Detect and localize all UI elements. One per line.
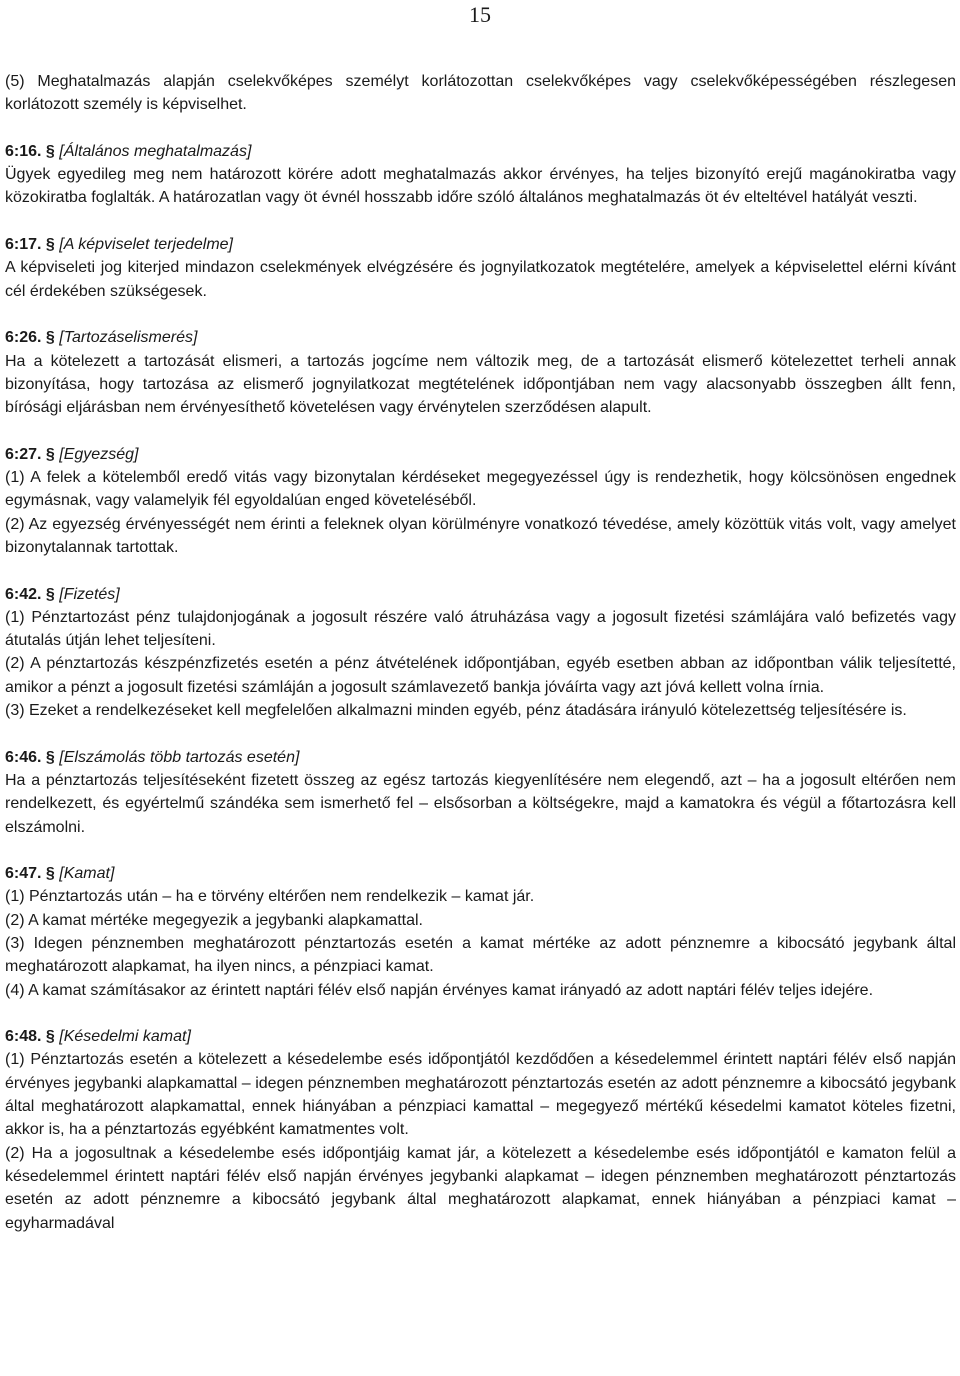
- section-mark: §: [45, 329, 55, 347]
- paragraph: (3) Idegen pénznemben meghatározott pénztartozás esetén a kamat mértéke az adott pénznemre a kibocsátó jegybank által meghatározott alapkamat, ha ilyen nincs, a pénzpiaci kamat.: [5, 934, 956, 976]
- section-mark: §: [45, 865, 55, 883]
- section-number: 6:27.: [5, 445, 42, 463]
- paragraph: (1) Pénztartozás esetén a kötelezett a késedelembe esés időpontjától kezdődően a késedelemmel érintett naptári félév első napján érvényes jegybanki alapkamattal – idegen pénznemben meghatározott pénztartozás esetén az adott pénznemre a kibocsátó jegybank által meghatározott alapkamattal, ennek hiányában a pénzpiaci kamattal – megegyező mértékű késedelmi kamatot köteles fizetni, akkor is, ha a pénztartozás egyébként kamatmentes volt.: [5, 1051, 956, 1139]
- section-title: [Tartozáselismerés]: [59, 329, 198, 347]
- section-mark: §: [45, 1028, 55, 1046]
- section-mark: §: [45, 445, 55, 463]
- paragraph: (5) Meghatalmazás alapján cselekvőképes személyt korlátozottan cselekvőképes vagy cselekvőképességében részlegesen korlátozott személy is képviselhet.: [5, 73, 956, 114]
- paragraph: (1) A felek a kötelemből eredő vitás vagy bizonytalan kérdéseket megegyezéssel úgy is rendezhetik, hogy kölcsönösen engednek egymásnak, vagy valamelyik fél egyoldalúan enged követeléséből.: [5, 469, 956, 510]
- section-heading: [5, 326, 956, 349]
- section-heading: [5, 140, 956, 163]
- section-title: [Fizetés]: [59, 585, 120, 603]
- section-number: 6:26.: [5, 329, 42, 347]
- section-number: 6:42.: [5, 585, 42, 603]
- section-heading: [5, 746, 956, 769]
- section-heading: [5, 583, 956, 606]
- section-heading: [5, 233, 956, 256]
- paragraph: (1) Pénztartozás után – ha e törvény eltérően nem rendelkezik – kamat jár.: [5, 888, 535, 906]
- page-number: 15: [469, 2, 491, 27]
- section-number: 6:46.: [5, 748, 42, 766]
- paragraph: (2) Ha a jogosultnak a késedelembe esés időpontjáig kamat jár, a kötelezett a késedelembe esés időpontjától e kamaton felül a késedelemmel érintett naptári félév első napján érvényes jegybanki alapkamat – idegen pénznemben meghatározott pénztartozás esetén az adott pénznemre a kibocsátó jegybank által meghatározott alapkamat, ennek hiányában a pénzpiaci kamat – egyharmadával: [5, 1144, 956, 1232]
- section: [5, 746, 956, 839]
- section-mark: §: [45, 748, 55, 766]
- section: [5, 443, 956, 559]
- section-mark: §: [45, 142, 55, 160]
- section: [5, 862, 956, 1002]
- section-number: 6:48.: [5, 1028, 42, 1046]
- section-heading: [5, 443, 956, 466]
- paragraph: A képviseleti jog kiterjed mindazon cselekmények elvégzésére és jognyilatkozatok megtételére, amelyek a képviselettel elérni kívánt cél érdekében szükségesek.: [5, 259, 956, 300]
- paragraph: (2) Az egyezség érvényességét nem érinti a feleknek olyan körülményre vonatkozó tévedése, amely közöttük vitás volt, vagy amelyet bizonytalannak tartottak.: [5, 515, 956, 556]
- section-number: 6:16.: [5, 142, 42, 160]
- section: [5, 583, 956, 723]
- paragraph: (4) A kamat számításakor az érintett naptári félév első napján érvényes kamat irányadó az adott naptári félév teljes idejére.: [5, 981, 874, 999]
- intro-section: [5, 70, 956, 117]
- paragraph: (1) Pénztartozást pénz tulajdonjogának a jogosult részére való átruházása vagy a jogosult fizetési számlájára való befizetés vagy átutalás útján lehet teljesíteni.: [5, 608, 956, 650]
- section-heading: [5, 1025, 956, 1048]
- section: [5, 140, 956, 210]
- section-number: 6:47.: [5, 865, 42, 883]
- paragraph: Ha a pénztartozás teljesítéseként fizetett összeg az egész tartozás kiegyenlítésére nem elegendő, azt – ha a jogosult eltérően nem rendelkezett, és egyértelmű szándéka sem ismerhető fel – elsősorban a költségekre, majd a kamatokra és végül a főtartozásra kell elszámolni.: [5, 771, 956, 836]
- section: [5, 326, 956, 419]
- section-title: [A képviselet terjedelme]: [59, 236, 233, 254]
- section: [5, 233, 956, 303]
- section-title: [Kamat]: [59, 865, 115, 883]
- document-body: [5, 70, 956, 1235]
- section-mark: §: [45, 585, 55, 603]
- paragraph: Ügyek egyedileg meg nem határozott körére adott meghatalmazás akkor érvényes, ha teljes bizonyító erejű magánokiratba vagy közokiratba foglalták. A határozatlan vagy öt évnél hosszabb időre szóló általános meghatalmazás öt év elteltével hatályát veszti.: [5, 166, 956, 207]
- paragraph: (2) A kamat mértéke megegyezik a jegybanki alapkamattal.: [5, 911, 423, 929]
- section-title: [Általános meghatalmazás]: [59, 142, 252, 160]
- section-heading: [5, 862, 956, 885]
- paragraph: (3) Ezeket a rendelkezéseket kell megfelelően alkalmazni minden egyéb, pénz átadására irányuló kötelezettség teljesítésére is.: [5, 702, 907, 720]
- paragraph: Ha a kötelezett a tartozását elismeri, a tartozás jogcíme nem változik meg, de a tartozását elismerő kötelezettet terheli annak bizonyítása, hogy tartozása az elismerő jognyilatkozat megtételének időpontjában nem vagy alacsonyabb összegben állt fenn, bírósági eljárásban nem érvényesíthető követelésen vagy érvénytelen szerződésen alapult.: [5, 352, 956, 417]
- section-mark: §: [45, 236, 55, 254]
- section-title: [Késedelmi kamat]: [59, 1028, 191, 1046]
- paragraph: (2) A pénztartozás készpénzfizetés esetén a pénz átvételének időpontjában, egyéb esetben abban az időpontban válik teljesítetté, amikor a pénzt a jogosult fizetési számláján a jogosult számlavezető bankja jóváírta vagy azt jóvá kellett volna írnia.: [5, 655, 956, 696]
- section: [5, 1025, 956, 1235]
- section-title: [Elszámolás több tartozás esetén]: [59, 748, 300, 766]
- section-number: 6:17.: [5, 236, 42, 254]
- section-title: [Egyezség]: [59, 445, 139, 463]
